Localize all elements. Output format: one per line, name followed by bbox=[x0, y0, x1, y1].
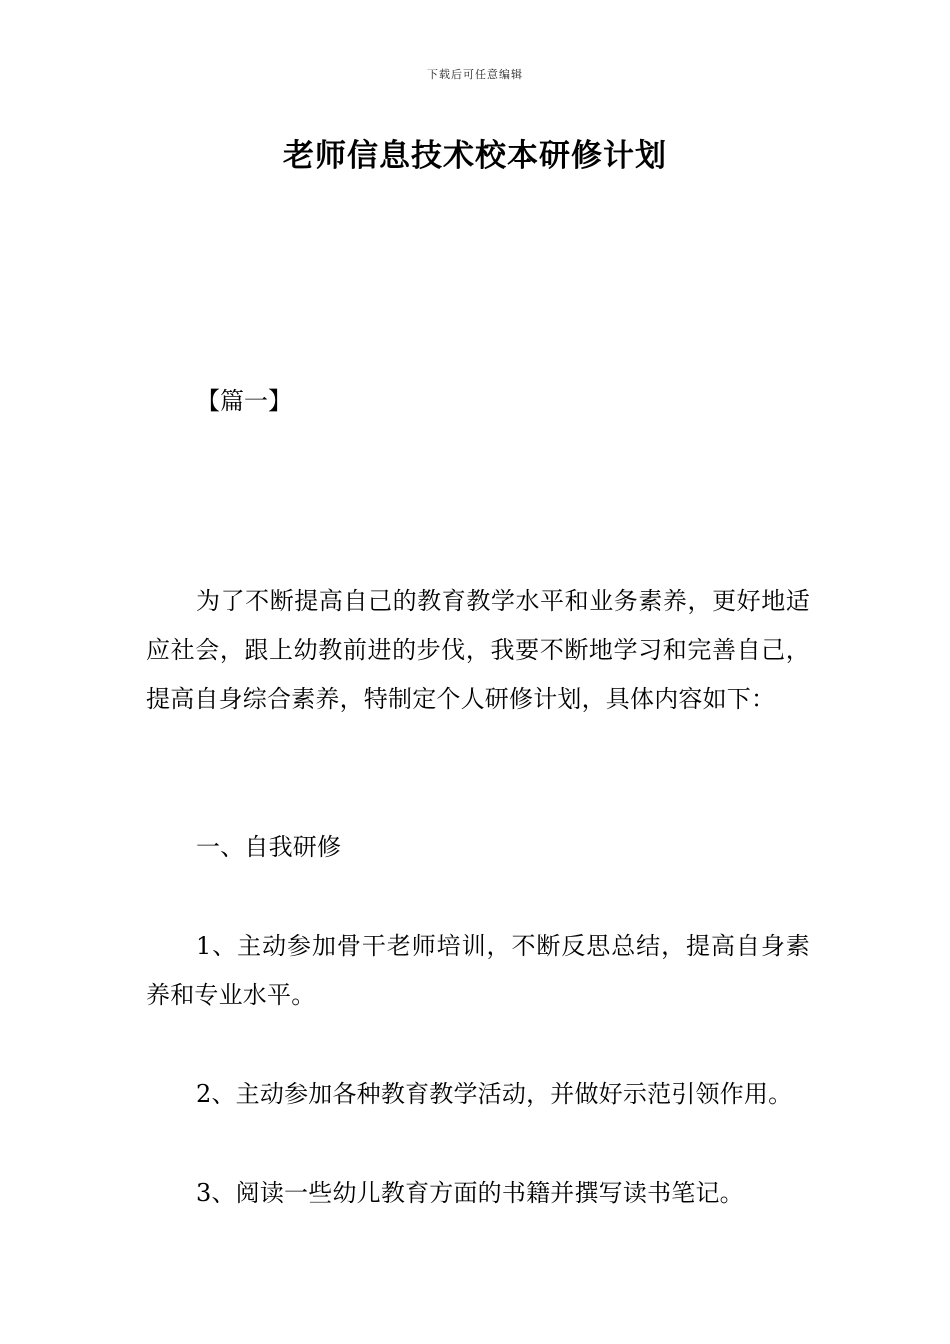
list-item bbox=[146, 1169, 810, 1218]
page-title: 老师信息技术校本研修计划 bbox=[283, 138, 667, 174]
list-item-text: 1、主动参加骨干老师培训，不断反思总结，提高自身素养和专业水平。 bbox=[146, 932, 810, 1009]
list-item-text: 3、阅读一些幼儿教育方面的书籍并撰写读书笔记。 bbox=[196, 1179, 744, 1207]
intro-paragraph bbox=[146, 577, 810, 724]
intro-text: 为了不断提高自己的教育教学水平和业务素养，更好地适应社会，跟上幼教前进的步伐，我要不断地学习和完善自己，提高自身综合素养，特制定个人研修计划，具体内容如下： bbox=[146, 587, 810, 713]
list-item bbox=[146, 1070, 810, 1119]
section-heading bbox=[146, 823, 810, 872]
section-label: 【篇一】 bbox=[196, 387, 292, 415]
heading-text: 一、自我研修 bbox=[196, 833, 342, 861]
list-item-text: 2、主动参加各种教育教学活动，并做好示范引领作用。 bbox=[196, 1080, 793, 1108]
list-item bbox=[146, 922, 810, 1020]
header-note: 下载后可任意编辑 bbox=[427, 68, 523, 81]
